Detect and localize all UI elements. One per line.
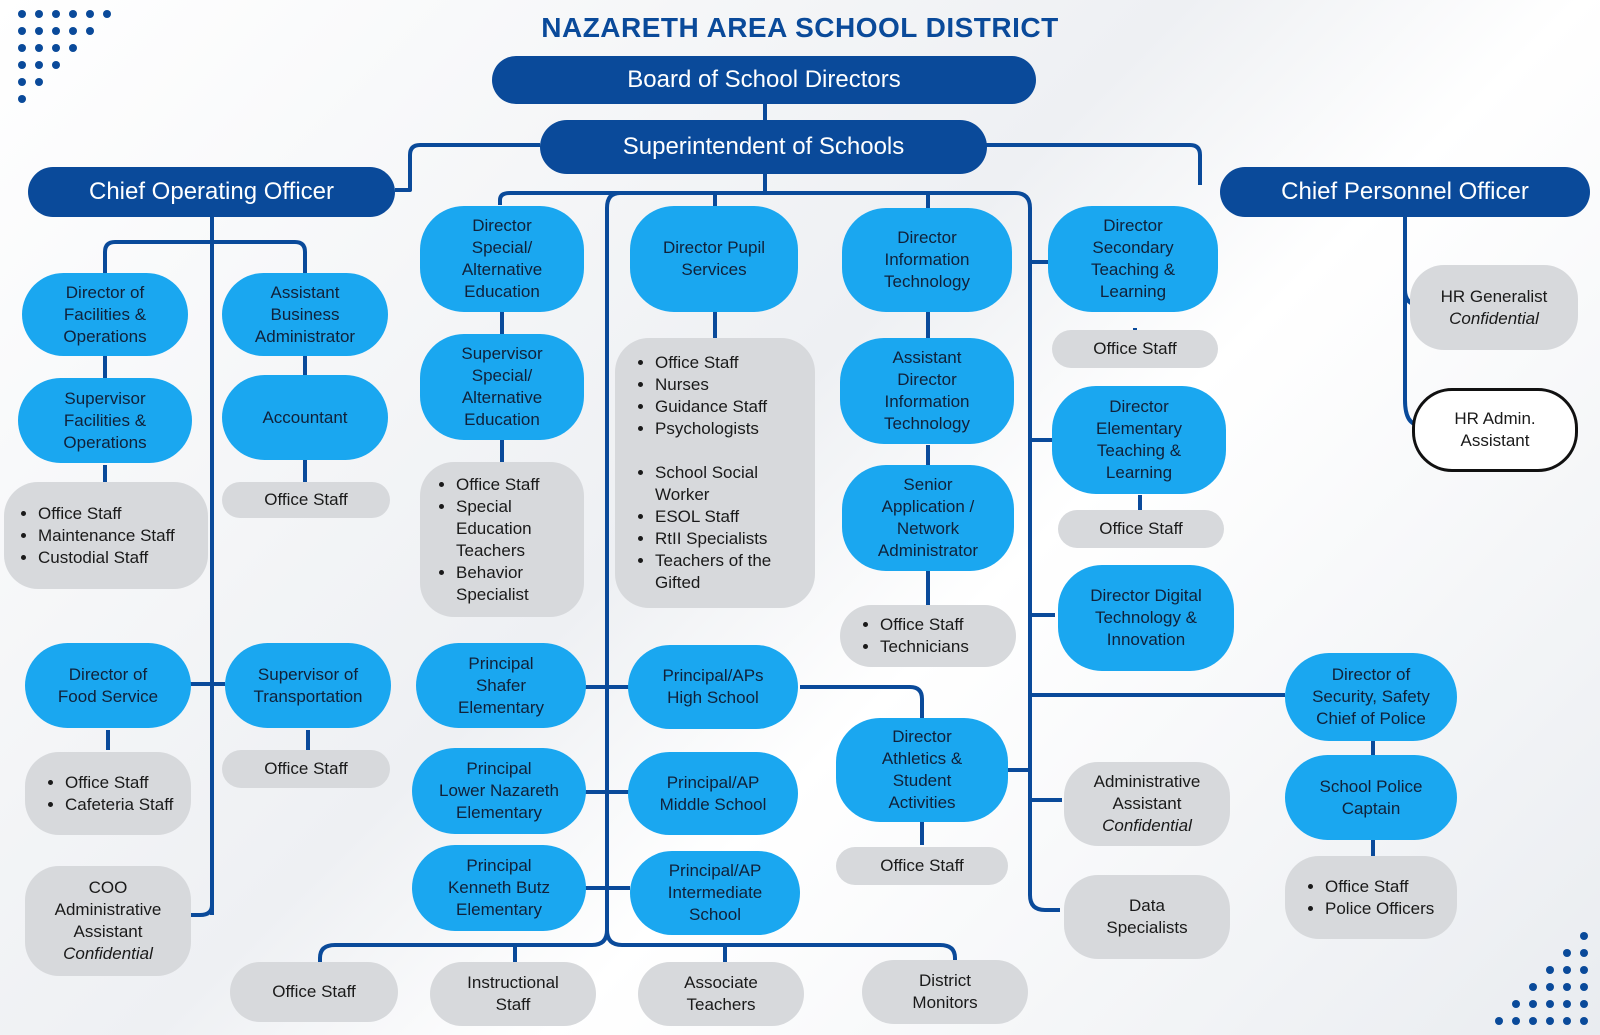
director-secondary-teaching: Director Secondary Teaching & Learning xyxy=(1048,206,1218,312)
decor-dot xyxy=(18,95,26,103)
assistant-director-it: Assistant Director Information Technology xyxy=(840,338,1014,444)
decor-dot xyxy=(1563,966,1571,974)
it-staff-list: • Office Staff • Technicians xyxy=(840,605,1016,667)
chief-operating-officer: Chief Operating Officer xyxy=(28,167,395,217)
director-digital-technology: Director Digital Technology & Innovation xyxy=(1058,565,1234,671)
supervisor-facilities: Supervisor Facilities & Operations xyxy=(18,378,192,463)
decor-dot xyxy=(18,44,26,52)
decor-dot xyxy=(1546,983,1554,991)
decor-dot xyxy=(1529,1000,1537,1008)
page-title: NAZARETH AREA SCHOOL DISTRICT xyxy=(541,12,1059,43)
decor-dot xyxy=(35,44,43,52)
decor-dot xyxy=(1546,966,1554,974)
principal-intermediate-school: Principal/AP Intermediate School xyxy=(630,851,800,935)
decor-dot xyxy=(1546,1000,1554,1008)
decor-dot xyxy=(86,10,94,18)
elementary-office-staff: Office Staff xyxy=(1058,510,1224,548)
accountant-office-staff: Office Staff xyxy=(222,482,390,518)
school-police-captain: School Police Captain xyxy=(1285,755,1457,840)
decor-dot xyxy=(1580,949,1588,957)
director-information-technology: Director Information Technology xyxy=(842,208,1012,312)
decor-dot xyxy=(1529,983,1537,991)
decor-dot xyxy=(52,10,60,18)
decor-dot xyxy=(1546,1017,1554,1025)
director-security: Director of Security, Safety Chief of Police xyxy=(1285,653,1457,741)
decor-dot xyxy=(1580,1000,1588,1008)
decor-dot xyxy=(52,44,60,52)
director-pupil-services: Director Pupil Services xyxy=(630,206,798,312)
food-staff-list: • Office Staff • Cafeteria Staff xyxy=(25,752,191,835)
decor-dot xyxy=(1495,1017,1503,1025)
decor-dot xyxy=(18,78,26,86)
hr-generalist: HR Generalist Confidential xyxy=(1410,265,1578,350)
director-athletics: Director Athletics & Student Activities xyxy=(836,718,1008,822)
coo-administrative-assistant: COO Administrative Assistant Confidential xyxy=(25,866,191,976)
district-office-staff: Office Staff xyxy=(230,962,398,1022)
dot-pattern-top-left xyxy=(0,0,130,110)
decor-dot xyxy=(1512,1017,1520,1025)
decor-dot xyxy=(52,27,60,35)
decor-dot xyxy=(86,27,94,35)
police-staff-list: • Office Staff • Police Officers xyxy=(1285,856,1457,939)
pupil-services-staff-list: • Office Staff • Nurses • Guidance Staff • Psychologists • School Social Worker • ESOL Staff • RtII Specialists • Teachers of the Gifted xyxy=(615,338,815,608)
dot-pattern-bottom-right xyxy=(1460,925,1595,1030)
decor-dot xyxy=(69,44,77,52)
decor-dot xyxy=(1529,1017,1537,1025)
director-food-service: Director of Food Service xyxy=(25,643,191,728)
principal-lower-nazareth: Principal Lower Nazareth Elementary xyxy=(412,748,586,834)
district-monitors: District Monitors xyxy=(862,960,1028,1024)
facilities-staff-list: • Office Staff • Maintenance Staff • Custodial Staff xyxy=(4,482,208,589)
decor-dot xyxy=(18,27,26,35)
assistant-business-administrator: Assistant Business Administrator xyxy=(222,273,388,356)
decor-dot xyxy=(52,61,60,69)
secondary-office-staff: Office Staff xyxy=(1052,330,1218,368)
decor-dot xyxy=(1580,983,1588,991)
accountant: Accountant xyxy=(222,375,388,460)
board-of-directors: Board of School Directors xyxy=(492,56,1036,104)
senior-application-network-administrator: Senior Application / Network Administrator xyxy=(842,465,1014,571)
decor-dot xyxy=(1580,1017,1588,1025)
administrative-assistant: Administrative Assistant Confidential xyxy=(1064,762,1230,846)
decor-dot xyxy=(1563,1000,1571,1008)
decor-dot xyxy=(35,10,43,18)
chief-personnel-officer: Chief Personnel Officer xyxy=(1220,167,1590,217)
athletics-office-staff: Office Staff xyxy=(836,847,1008,885)
principal-kenneth-butz: Principal Kenneth Butz Elementary xyxy=(412,845,586,931)
decor-dot xyxy=(1563,1017,1571,1025)
director-elementary-teaching: Director Elementary Teaching & Learning xyxy=(1052,386,1226,494)
decor-dot xyxy=(35,78,43,86)
decor-dot xyxy=(1563,949,1571,957)
superintendent: Superintendent of Schools xyxy=(540,120,987,174)
principal-shafer: Principal Shafer Elementary xyxy=(416,643,586,728)
decor-dot xyxy=(103,10,111,18)
decor-dot xyxy=(1512,1000,1520,1008)
supervisor-special-education: Supervisor Special/ Alternative Education xyxy=(420,334,584,440)
special-ed-staff-list: • Office Staff • Special Education Teachers • Behavior Specialist xyxy=(420,462,584,617)
decor-dot xyxy=(1580,966,1588,974)
supervisor-transportation: Supervisor of Transportation xyxy=(225,643,391,728)
decor-dot xyxy=(35,61,43,69)
decor-dot xyxy=(69,10,77,18)
director-facilities: Director of Facilities & Operations xyxy=(22,273,188,356)
instructional-staff: Instructional Staff xyxy=(430,962,596,1026)
hr-admin-assistant: HR Admin. Assistant xyxy=(1412,388,1578,472)
decor-dot xyxy=(1563,983,1571,991)
associate-teachers: Associate Teachers xyxy=(638,962,804,1026)
decor-dot xyxy=(18,10,26,18)
transportation-office-staff: Office Staff xyxy=(222,750,390,788)
decor-dot xyxy=(69,27,77,35)
director-special-education: Director Special/ Alternative Education xyxy=(420,206,584,312)
decor-dot xyxy=(35,27,43,35)
decor-dot xyxy=(1580,932,1588,940)
principal-high-school: Principal/APs High School xyxy=(628,645,798,729)
decor-dot xyxy=(18,61,26,69)
principal-middle-school: Principal/AP Middle School xyxy=(628,752,798,835)
data-specialists: Data Specialists xyxy=(1064,875,1230,959)
